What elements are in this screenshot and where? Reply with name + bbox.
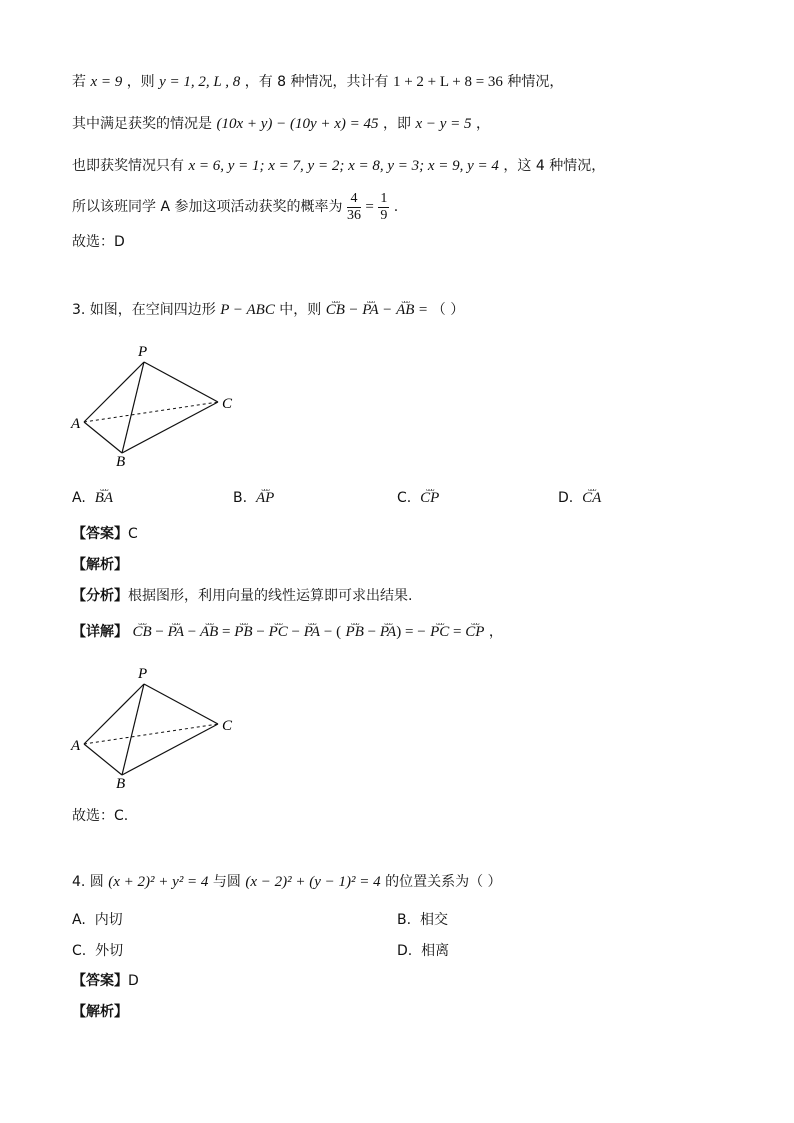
math: x = 6, y = 1; x = 7, y = 2; x = 8, y = 3; x = 9, y = 4 [188,158,499,174]
text: ，即 [383,116,412,132]
text: 所以该班同学 A 参加这项活动获奖的概率为 [72,199,343,215]
text: ，这 4 种情况， [503,158,606,174]
option-d[interactable]: D. ᴗᴗᴗ CA [558,488,601,508]
solution-line-3 [72,156,605,176]
jiexi-4: 【解析】 [72,1004,128,1020]
solution-line-4 [72,190,398,224]
analysis-3: 【分析】根据图形，利用向量的线性运算即可求出结果. [72,588,413,604]
text: 其中满足获奖的情况是 [72,116,212,132]
solution-line-2 [72,114,490,134]
math: (x − 2)² + (y − 1)² = 4 [245,874,381,890]
jiexi-3: 【解析】 [72,557,128,573]
vector: ᴗᴗᴗ BA [95,488,113,508]
choose-line-3: 故选：C. [72,808,129,824]
tetrahedron-figure-1 [66,340,246,470]
text: 3. 如图，在空间四边形 [72,302,216,318]
fraction: $\frac{4}{36}$ [346,190,361,223]
label-B: B [116,776,126,792]
answer-3: 【答案】C [72,526,138,542]
answer-4: 【答案】D [72,973,139,989]
text: 若 [72,74,86,90]
math: (10x + y) − (10y + x) = 45 [216,116,379,132]
text: ， [475,116,490,132]
fraction: $\frac{1}{9}$ [380,190,388,223]
text: 4. 圆 [72,874,104,890]
math: P − ABC [220,302,275,318]
text: ，则 [126,74,155,90]
text: 也即获奖情况只有 [72,158,184,174]
option-b[interactable]: B. ᴗᴗᴗ AP [233,488,274,508]
choose-line-2: 故选：D [72,234,125,250]
tetrahedron-figure-2 [66,662,246,792]
label-P: P [138,666,148,682]
vector: ᴗᴗᴗ PA [362,300,378,320]
label-A: A [71,416,81,432]
text: 种情况， [507,74,564,90]
option-a[interactable]: A. ᴗᴗᴗ BA [72,488,113,508]
text: 中，则 [279,302,322,318]
solution-line-1 [72,72,563,92]
label-A: A [71,738,81,754]
option-c[interactable]: C. ᴗᴗᴗ CP [397,488,439,508]
label-C: C [222,396,233,412]
math: 1 + 2 + L + 8 = 36 [392,74,503,90]
vector: ᴗᴗᴗ AB [396,300,414,320]
option-b[interactable]: B. 相交 [397,912,448,928]
text: 与圆 [212,874,241,890]
label-P: P [138,344,148,360]
option-c[interactable]: C. 外切 [72,943,124,959]
text: . [393,199,399,215]
question-3: 3. 如图，在空间四边形 P − ABC 中，则 ᴗᴗᴗ CB − ᴗᴗᴗ PA − ᴗᴗᴗ AB = （ ） [72,300,464,320]
option-a[interactable]: A. 内切 [72,912,123,928]
equals: = [365,199,374,215]
text: ，有 8 种情况，共计有 [244,74,389,90]
math: y = 1, 2, L , 8 [159,74,241,90]
question-4 [72,872,502,892]
option-d[interactable]: D. 相离 [397,943,450,959]
text: 的位置关系为（ ） [385,874,502,890]
math: (x + 2)² + y² = 4 [108,874,209,890]
math: x = 9 [90,74,123,90]
vector: ᴗᴗᴗ CB [326,300,345,320]
vector: ᴗᴗᴗ AP [256,488,274,508]
answer-blank: （ ） [431,302,465,318]
label-C: C [222,718,233,734]
math: x − y = 5 [415,116,472,132]
detail-3: 【详解】 ᴗᴗᴗ CB − ᴗᴗᴗ PA − ᴗᴗᴗ AB = ᴗᴗᴗ PB − ᴗᴗᴗ PC − ᴗᴗᴗ PA − ( ᴗᴗᴗ PB − ᴗᴗᴗ PA) = − ᴗᴗᴗ PC = ᴗᴗᴗ CP ， [72,622,503,642]
vector: ᴗᴗᴗ CP [420,488,439,508]
vector: ᴗᴗᴗ CA [582,488,601,508]
label-B: B [116,454,126,470]
